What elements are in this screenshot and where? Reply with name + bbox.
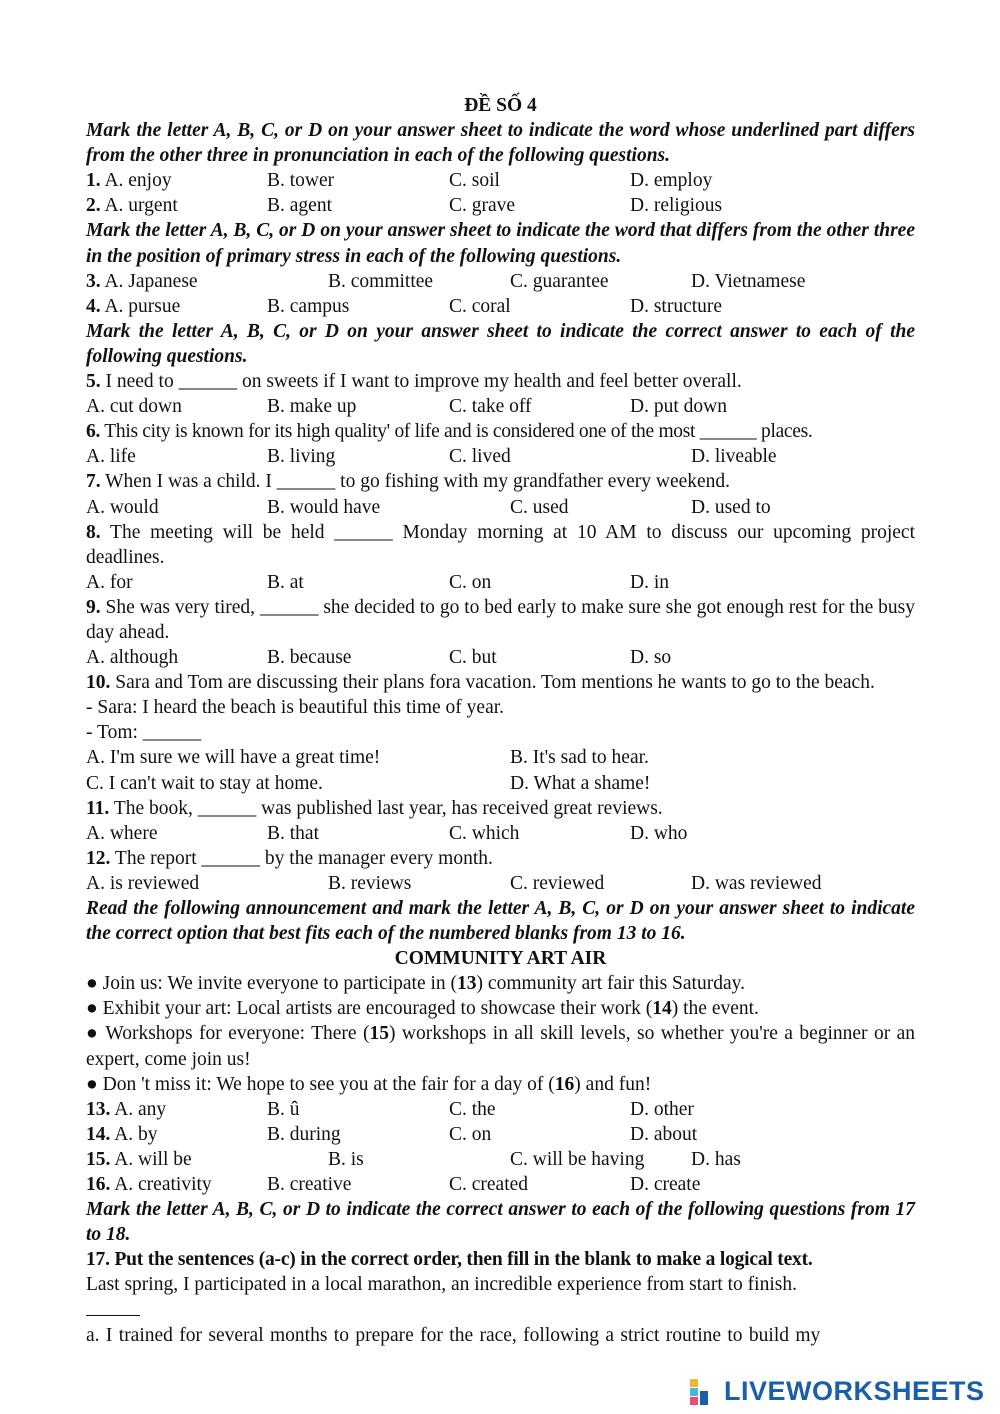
option-a: A. although — [86, 647, 179, 669]
announcement-bullet-3: ● Workshops for everyone: There (15) workshops in all skill levels, so whether you're a beginner or an expert, come join us! — [86, 1023, 915, 1070]
instruction-17-18: Mark the letter A, B, C, or D to indicate the correct answer to each of the following questions from 17 to 18. — [86, 1199, 915, 1246]
option-d: D. create — [630, 1174, 701, 1196]
dialogue-tom: - Tom: ______ — [86, 722, 202, 744]
option-a: A. pursue — [104, 295, 181, 317]
option-c: C. which — [449, 822, 520, 844]
option-d: D. about — [630, 1123, 698, 1145]
option-b: B. û — [267, 1098, 300, 1120]
option-b: B. It's sad to hear. — [510, 747, 649, 769]
option-d: D. liveable — [691, 446, 777, 468]
question-number: 1. — [86, 170, 101, 192]
option-b: B. at — [267, 571, 304, 593]
option-c: C. grave — [449, 195, 516, 217]
instruction-announcement: Read the following announcement and mark the letter A, B, C, or D on your answer sheet to indicate the correct option that best fits each of the numbered blanks from 13 to 16. — [86, 898, 915, 945]
question-6-stem: 6. This city is known for its high quality' of life and is considered one of the most ______ places. — [86, 421, 813, 443]
option-b: B. tower — [267, 170, 335, 192]
question-17-title: 17. Put the sentences (a-c) in the correct order, then fill in the blank to make a logical text. — [86, 1249, 813, 1271]
option-b: B. would have — [267, 496, 381, 518]
option-b: B. is — [328, 1148, 364, 1170]
page-title: ĐỀ SỐ 4 — [464, 95, 537, 116]
answer-blank — [86, 1301, 140, 1316]
option-d: D. employ — [630, 170, 713, 192]
option-b: B. make up — [267, 396, 357, 418]
question-9-options — [86, 645, 915, 670]
option-b: B. committee — [328, 270, 434, 292]
option-a: A. enjoy — [104, 170, 172, 192]
question-10-options-row1 — [86, 745, 915, 770]
question-12-options — [86, 871, 915, 896]
option-c: C. created — [449, 1174, 529, 1196]
option-a: A. is reviewed — [86, 872, 200, 894]
question-11-options — [86, 821, 915, 846]
option-a: A. would — [86, 496, 159, 518]
liveworksheets-icon — [690, 1377, 720, 1405]
question-1 — [86, 168, 915, 193]
option-a: A. life — [86, 446, 136, 468]
option-c: C. guarantee — [510, 270, 609, 292]
question-number: 3. — [86, 270, 101, 292]
option-d: D. used to — [691, 496, 771, 518]
announcement-bullet-4: ● Don 't miss it: We hope to see you at the fair for a day of (16) and fun! — [86, 1073, 652, 1095]
question-2 — [86, 193, 915, 218]
option-b: B. reviews — [328, 872, 412, 894]
announcement-bullet-2: ● Exhibit your art: Local artists are encouraged to showcase their work (14) the event. — [86, 998, 759, 1020]
option-b: B. agent — [267, 195, 332, 217]
option-c: C. soil — [449, 170, 500, 192]
announcement-bullet-1: ● Join us: We invite everyone to participate in (13) community art fair this Saturday. — [86, 973, 745, 995]
question-7-stem: 7. When I was a child. I ______ to go fishing with my grandfather every weekend. — [86, 471, 731, 493]
option-a: A. where — [86, 822, 158, 844]
option-d: D. religious — [630, 195, 723, 217]
question-5-stem: 5. I need to ______ on sweets if I want to improve my health and feel better overall. — [86, 371, 742, 393]
option-b: B. campus — [267, 295, 350, 317]
option-d: D. What a shame! — [510, 772, 651, 794]
option-c: C. but — [449, 647, 497, 669]
option-c: C. I can't wait to stay at home. — [86, 772, 323, 794]
option-a: A. urgent — [104, 195, 178, 217]
option-a: A. any — [114, 1098, 167, 1120]
option-c: C. will be having — [510, 1148, 645, 1170]
option-c: C. take off — [449, 396, 532, 418]
question-12-stem: 12. The report ______ by the manager every month. — [86, 847, 493, 869]
option-c: C. lived — [449, 446, 511, 468]
announcement-title: COMMUNITY ART AIR — [394, 948, 607, 970]
question-8-options — [86, 570, 915, 595]
option-a: A. cut down — [86, 396, 182, 418]
option-a: A. I'm sure we will have a great time! — [86, 747, 381, 769]
instruction-stress: Mark the letter A, B, C, or D on your answer sheet to indicate the word that differs from the other three in the position of primary stress in each of the following questions. — [86, 220, 915, 267]
instruction-correct-answer: Mark the letter A, B, C, or D on your answer sheet to indicate the correct answer to each of the following questions. — [86, 320, 915, 367]
option-c: C. the — [449, 1098, 496, 1120]
option-b: B. living — [267, 446, 336, 468]
option-d: D. in — [630, 571, 669, 593]
option-b: B. creative — [267, 1174, 352, 1196]
question-16: 16. A. creativity B. creative C. created D. create — [86, 1172, 915, 1197]
option-d: D. Vietnamese — [691, 270, 806, 292]
option-d: D. has — [691, 1148, 741, 1170]
question-17-sentence-a: a. I trained for several months to prepare for the race, following a strict routine to build my — [86, 1324, 821, 1346]
dialogue-sara: - Sara: I heard the beach is beautiful this time of year. — [86, 697, 505, 719]
option-b: B. because — [267, 647, 352, 669]
question-9-stem: 9. She was very tired, ______ she decided to go to bed early to make sure she got enough rest for the busy day ahead. — [86, 596, 915, 643]
option-a: A. by — [114, 1123, 158, 1145]
question-3 — [86, 269, 915, 294]
option-d: D. so — [630, 647, 672, 669]
question-number: 2. — [86, 195, 101, 217]
question-15: 15. A. will be B. is C. will be having D. has — [86, 1147, 915, 1172]
option-a: A. creativity — [114, 1174, 212, 1196]
liveworksheets-logo — [690, 1375, 990, 1407]
question-5-options — [86, 394, 915, 419]
question-6-options — [86, 444, 915, 469]
option-c: C. reviewed — [510, 872, 605, 894]
question-8-stem: 8. The meeting will be held ______ Monday morning at 10 AM to discuss our upcoming project deadlines. — [86, 521, 915, 568]
brand-name: LIVEWORKSHEETS — [724, 1375, 985, 1406]
option-a: A. Japanese — [104, 270, 198, 292]
option-c: C. coral — [449, 295, 511, 317]
option-d: D. structure — [630, 295, 723, 317]
instruction-pronunciation: Mark the letter A, B, C, or D on your answer sheet to indicate the word whose underlined part differs from the other three in pronunciation in each of the following questions. — [86, 120, 915, 167]
option-c: C. on — [449, 1123, 492, 1145]
question-number: 4. — [86, 295, 101, 317]
option-c: C. on — [449, 571, 492, 593]
option-b: B. that — [267, 822, 319, 844]
option-d: D. who — [630, 822, 688, 844]
question-13: 13. A. any B. û C. the D. other — [86, 1097, 915, 1122]
option-a: A. will be — [114, 1148, 192, 1170]
option-d: D. other — [630, 1098, 694, 1120]
option-d: D. was reviewed — [691, 872, 822, 894]
question-7-options — [86, 495, 915, 520]
option-b: B. during — [267, 1123, 341, 1145]
option-c: C. used — [510, 496, 569, 518]
question-10-stem: 10. Sara and Tom are discussing their plans fora vacation. Tom mentions he wants to go to the beach. — [86, 672, 875, 694]
worksheet-page — [86, 93, 915, 1348]
option-a: A. for — [86, 571, 133, 593]
option-d: D. put down — [630, 396, 727, 418]
question-10-options-row2 — [86, 771, 915, 796]
question-14: 14. A. by B. during C. on D. about — [86, 1122, 915, 1147]
question-17-text: Last spring, I participated in a local marathon, an incredible experience from start to finish. — [86, 1272, 915, 1322]
question-11-stem: 11. The book, ______ was published last year, has received great reviews. — [86, 797, 663, 819]
question-4 — [86, 294, 915, 319]
